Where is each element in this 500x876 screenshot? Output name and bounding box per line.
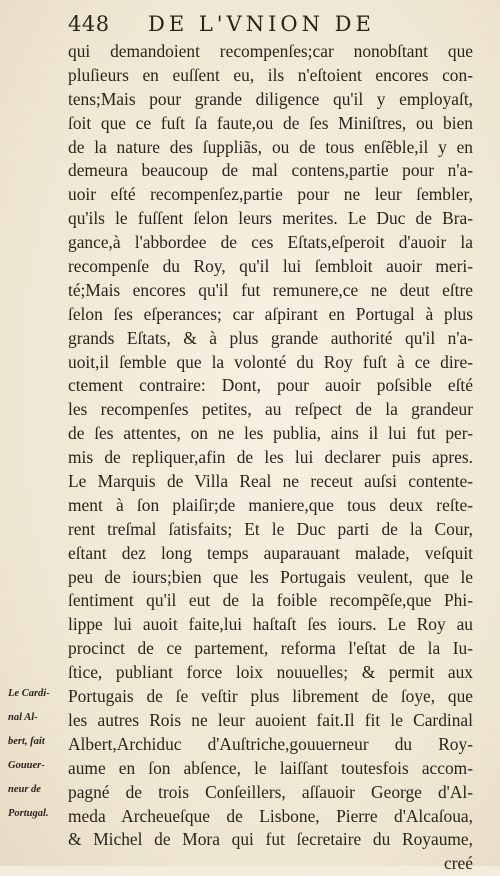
text-line: ſelon ſes eſperances; car aſpirant en Portugal à plus bbox=[68, 303, 473, 324]
margin-note-line: Le Cardi- bbox=[8, 688, 50, 699]
text-line: ment à ſon plaiſir;de maniere,que tous deux reſte- bbox=[68, 494, 473, 515]
text-line: tens;Mais pour grande diligence qu'il y employaſt, bbox=[68, 88, 473, 109]
text-line: demeura beaucoup de mal contens,partie pour n'a- bbox=[68, 160, 473, 181]
text-line: ſentiment qu'il eut de la foible recompẽſe,que Phi- bbox=[68, 590, 473, 611]
text-line: & Michel de Mora qui fut ſecretaire du Royaume, bbox=[68, 829, 473, 850]
running-head: DE L'VNION DE bbox=[148, 12, 375, 36]
text-line: procinct de ce partement, reforma l'eſtat de la Iu- bbox=[68, 638, 473, 659]
text-line: uoir eſté recompenſez,partie pour ne leur ſembler, bbox=[68, 184, 473, 205]
text-line: mis de repliquer,afin de les lui declarer puis apres. bbox=[68, 447, 473, 468]
text-line: rent treſmal ſatisfaits; Et le Duc parti de la Cour, bbox=[68, 518, 473, 539]
text-line: qui demandoient recompenſes;car nonobſtant que bbox=[68, 41, 473, 61]
text-line: pagné de trois Conſeillers, aſſauoir George d'Al- bbox=[68, 781, 473, 802]
text-line: les autres Rois ne leur auoient fait.Il fit le Cardinal bbox=[68, 709, 473, 730]
text-line: ſoit que ce fuſt ſa faute,ou de ſes Miniſtres, ou bien bbox=[68, 112, 473, 133]
text-line: ſtice, publiant force loix nouuelles; & permit aux bbox=[68, 662, 473, 683]
margin-note-line: Portugal. bbox=[8, 807, 49, 819]
text-line: Albert,Archiduc d'Auſtriche,gouuerneur du Roy- bbox=[68, 733, 473, 754]
text-line: té;Mais encores qu'il fut remunere,ce ne deut eſtre bbox=[68, 279, 473, 300]
body-text bbox=[68, 40, 473, 876]
text-line: peu de iours;bien que les Portugais veulent, que le bbox=[68, 566, 473, 587]
text-line: pluſieurs en euſſent eu, ils n'eſtoient encores con- bbox=[68, 64, 473, 85]
text-line: eſtant dez long temps auparauant malade, veſquit bbox=[68, 542, 473, 563]
text-line: ctement contraire: Dont, pour auoir poſsible eſté bbox=[68, 375, 473, 396]
text-line: gance,à l'abbordee de ces Eſtats,eſperoit d'auoir la bbox=[68, 232, 473, 253]
catchword: creé bbox=[444, 853, 473, 874]
margin-note-line: nal Al- bbox=[8, 711, 38, 723]
text-line: uoit,il ſemble que la volonté du Roy fuſt à ce dire- bbox=[68, 351, 473, 372]
margin-note-line: bert, fait bbox=[8, 735, 45, 747]
margin-note-line: neur de bbox=[8, 783, 41, 795]
text-line: les recompenſes petites, au reſpect de la grandeur bbox=[68, 399, 473, 420]
margin-note bbox=[8, 682, 66, 825]
text-line: Le Marquis de Villa Real ne receut auſsi contente- bbox=[68, 471, 473, 492]
text-line: Portugais de ſe veſtir plus librement de ſoye, que bbox=[68, 686, 473, 707]
margin-note-line: Gouuer- bbox=[8, 759, 45, 771]
page-number: 448 bbox=[68, 12, 110, 36]
text-line: de la nature des ſuppliãs, ou de tous enſẽble,il y en bbox=[68, 136, 473, 157]
text-line: lippe lui auoit faite,lui haſtaſt ſes iours. Le Roy au bbox=[68, 614, 473, 635]
text-line: meda Archeueſque de Lisbone, Pierre d'Alcaſoua, bbox=[68, 805, 473, 826]
text-line: aume en ſon abſence, le laiſſant toutesfois accom- bbox=[68, 757, 473, 778]
text-line: qu'ils le fuſſent ſelon leurs merites. Le Duc de Bra- bbox=[68, 208, 473, 229]
text-line: recompenſe du Roy, qu'il lui ſembloit auoir meri- bbox=[68, 256, 473, 277]
text-line: grands Eſtats, & à plus grande authorité qu'il n'a- bbox=[68, 327, 473, 348]
text-line: de ſes attentes, on ne les publia, ains il lui fut per- bbox=[68, 423, 473, 444]
page-header bbox=[0, 12, 500, 42]
